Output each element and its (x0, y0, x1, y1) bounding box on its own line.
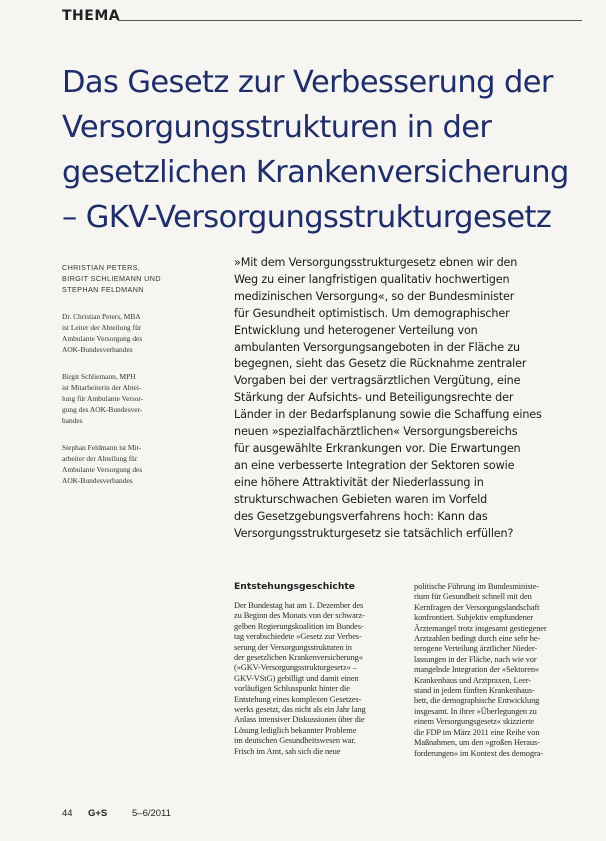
article-title (62, 60, 592, 240)
body-line: serung der Versorgungsstrukturen in (234, 642, 352, 652)
body-line: tag verabschiedete »Gesetz zur Verbes- (234, 632, 362, 642)
rubric-header (62, 6, 582, 26)
author-bio-feldmann (62, 442, 188, 486)
author-line: BIRGIT SCHLIEMANN UND (62, 274, 161, 283)
lead-line: Vorgaben bei der vertragsärztlichen Vergütung, eine (234, 374, 521, 388)
body-line: Maßnahmen, um den »großen Heraus- (414, 738, 540, 748)
issue-number: 5–6/2011 (132, 808, 171, 819)
bio-line: Dr. Christian Peters, MBA (62, 312, 141, 321)
body-line: mangelnde Integration der »Sektoren« (414, 665, 540, 675)
rubric-label: THEMA (62, 8, 121, 24)
body-line: zu Beginn des Monats von der schwarz- (234, 611, 365, 621)
body-line: konfrontiert. Subjektiv empfundener (414, 613, 534, 623)
page-number: 44 (62, 808, 73, 819)
body-line: Frisch im Amt, sah sich die neue (234, 746, 341, 756)
body-line: GKV-VStG) gebilligt und damit einen (234, 673, 359, 683)
lead-line: ambulanten Versorgungsangeboten in der Fläche zu (234, 340, 521, 354)
body-line: Der Bundestag hat am 1. Dezember des (234, 601, 364, 610)
body-line: Kernfragen der Versorgungslandschaft (414, 602, 540, 612)
author-line: STEPHAN FELDMANN (62, 285, 144, 294)
lead-line: Stärkung der Aufsichts- und Beteiligungsrechte der (234, 391, 514, 405)
body-line: (»GKV-Versorgungsstrukturgesetz« – (234, 663, 357, 673)
lead-line: Weg zu einer langfristigen qualitativ hochwertigen (234, 272, 510, 286)
bio-line: Stephan Feldmann ist Mit- (62, 443, 142, 452)
body-line: stand in jedem fünften Krankenhaus- (414, 686, 535, 696)
lead-line: Entwicklung und heterogener Verteilung von (234, 323, 478, 337)
bio-line: lung für Ambulante Versor- (62, 394, 144, 403)
body-line: bett, die demographische Entwicklung (414, 696, 540, 706)
author-line: CHRISTIAN PETERS, (62, 263, 141, 272)
lead-line: eine höhere Attraktivität der Niederlassung in (234, 475, 484, 489)
author-bio-peters (62, 311, 188, 355)
bio-line: Birgit Schliemann, MPH (62, 372, 136, 381)
body-line: werks gesetzt, das nicht als ein Jahr lang (234, 705, 366, 715)
body-line: Krankenhaus und Arztpraxen, Leer- (414, 675, 531, 685)
lead-line: des Gesetzgebungsverfahrens hoch: Kann das (234, 509, 488, 523)
body-line: die FDP im März 2011 eine Reihe von (414, 727, 540, 737)
body-line: Lösung lediglich bekannter Probleme (234, 725, 357, 735)
lead-line: für Gesundheit optimistisch. Um demographischer (234, 306, 510, 320)
lead-line: an eine verbesserte Integration der Sektoren sowie (234, 458, 515, 472)
bio-line: arbeiter der Abteilung für (62, 454, 138, 463)
body-line: Entstehung eines komplexen Gesetzes- (234, 694, 362, 704)
section-heading: Entstehungsgeschichte (234, 581, 355, 592)
lead-line: strukturschwachen Gebieten waren im Vorfeld (234, 492, 488, 506)
title-line: Das Gesetz zur Verbesserung der (62, 65, 553, 100)
lead-line: Versorgungsstrukturgesetz sie tatsächlich erfüllen? (234, 526, 514, 540)
body-line: rium für Gesundheit schnell mit den (414, 592, 532, 602)
body-line: vorläufigen Schlusspunkt hinter die (234, 684, 350, 694)
body-line: politische Führung im Bundesministe- (414, 582, 540, 591)
body-line: Arztzahlen bedingt durch eine sehr he- (414, 634, 541, 644)
bio-line: AOK-Bundesverbandes (62, 345, 133, 354)
body-line: Ärztemangel trotz insgesamt gestiegener (414, 623, 547, 633)
bio-line: ist Leiter der Abteilung für (62, 323, 142, 332)
body-line: im deutschen Gesundheitswesen war. (234, 736, 356, 746)
lead-line: medizinischen Versorgung«, so der Bundesminister (234, 289, 515, 303)
lead-line: »Mit dem Versorgungsstrukturgesetz ebnen wir den (234, 256, 518, 269)
author-names (62, 262, 188, 295)
body-line: forderungen« im Kontext des demogra- (414, 748, 543, 758)
bio-line: bandes (62, 416, 83, 425)
bio-line: Ambulante Versorgung des (62, 334, 143, 343)
body-line: terogene Verteilung ärztlicher Nieder- (414, 644, 538, 654)
body-column-left (234, 601, 404, 757)
bio-line: AOK-Bundesverbandes (62, 476, 133, 485)
lead-paragraph (234, 255, 579, 542)
author-sidebar (62, 262, 188, 502)
lead-line: neuen »spezialfachärztlichen« Versorgungsbereichs (234, 425, 518, 439)
body-line: Anlass intensiver Diskussionen über die (234, 715, 365, 725)
lead-line: begegnen, sieht das Gesetz die Rücknahme zentraler (234, 357, 527, 371)
body-line: einem Versorgungsgesetz« skizzierte (414, 717, 534, 727)
body-line: insgesamt. In ihrer »Überlegungen zu (414, 706, 537, 716)
title-line: gesetzlichen Krankenversicherung (62, 155, 569, 190)
bio-line: Ambulante Versorgung des (62, 465, 143, 474)
lead-line: Länder in der Bedarfsplanung sowie die Schaffung eines (234, 408, 542, 422)
title-line: – GKV-Versorgungsstrukturgesetz (62, 200, 552, 235)
body-column-right (414, 582, 584, 759)
rubric-rule (118, 20, 582, 21)
body-line: gelben Regierungskoalition im Bundes- (234, 621, 364, 631)
journal-name: G+S (88, 808, 108, 819)
body-line: lassungen in der Fläche, nach wie vor (414, 654, 537, 664)
title-line: Versorgungsstrukturen in der (62, 110, 492, 145)
bio-line: ist Mitarbeiterin der Abtei- (62, 383, 142, 392)
author-bio-schliemann (62, 371, 188, 426)
bio-line: gung des AOK-Bundesver- (62, 405, 143, 414)
lead-line: für ausgewählte Erkrankungen vor. Die Erwartungen (234, 441, 521, 455)
body-line: der gesetzlichen Krankenversicherung« (234, 653, 363, 663)
